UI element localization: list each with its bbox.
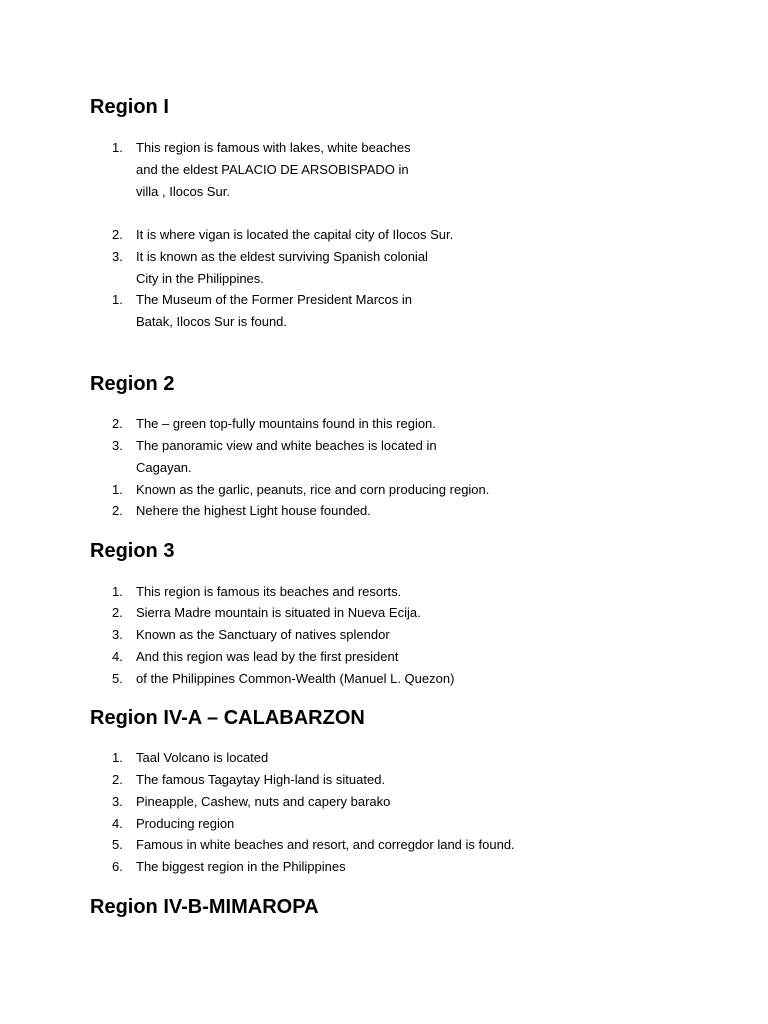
list-item-text: It is where vigan is located the capital city of Ilocos Sur.: [136, 227, 454, 242]
list-number: 2.: [112, 227, 123, 242]
list-item-text: Producing region: [136, 816, 235, 831]
list-number: 1.: [112, 140, 123, 155]
list-item-text: It is known as the eldest surviving Spanish colonial: [136, 249, 428, 264]
list-item-text: The – green top-fully mountains found in this region.: [136, 416, 436, 431]
list-item-text: This region is famous with lakes, white beaches: [136, 140, 411, 155]
list-item-text: The Museum of the Former President Marcos in: [136, 292, 412, 307]
list-number: 4.: [112, 816, 123, 831]
list-number: 1.: [112, 750, 123, 765]
list-item-text: This region is famous its beaches and resorts.: [136, 584, 402, 599]
list-item-text: Famous in white beaches and resort, and corregdor land is found.: [136, 837, 515, 852]
section-heading: Region 3: [90, 540, 175, 562]
section-heading: Region 2: [90, 373, 175, 395]
list-item-text: villa , Ilocos Sur.: [136, 184, 230, 199]
list-item-text: The biggest region in the Philippines: [136, 859, 346, 874]
list-number: 6.: [112, 859, 123, 874]
list-number: 2.: [112, 605, 123, 620]
list-item-text: Batak, Ilocos Sur is found.: [136, 314, 288, 329]
list-number: 5.: [112, 671, 123, 686]
list-number: 3.: [112, 249, 123, 264]
list-item-text: of the Philippines Common-Wealth (Manuel L. Quezon): [136, 671, 455, 686]
section-heading: Region IV-A – CALABARZON: [90, 707, 365, 729]
list-item-text: And this region was lead by the first president: [136, 649, 399, 664]
list-number: 2.: [112, 416, 123, 431]
list-number: 3.: [112, 794, 123, 809]
section-heading: Region I: [90, 96, 169, 118]
list-number: 1.: [112, 584, 123, 599]
list-number: 1.: [112, 482, 123, 497]
list-number: 2.: [112, 503, 123, 518]
section-heading: Region IV-B-MIMAROPA: [90, 896, 319, 918]
list-item-text: City in the Philippines.: [136, 271, 264, 286]
list-item-text: Known as the garlic, peanuts, rice and corn producing region.: [136, 482, 490, 497]
list-number: 3.: [112, 438, 123, 453]
list-item-text: Nehere the highest Light house founded.: [136, 503, 371, 518]
list-number: 5.: [112, 837, 123, 852]
list-item-text: The famous Tagaytay High-land is situated.: [136, 772, 386, 787]
list-item-text: Cagayan.: [136, 460, 192, 475]
list-number: 3.: [112, 627, 123, 642]
list-item-text: Taal Volcano is located: [136, 750, 269, 765]
list-item-text: Known as the Sanctuary of natives splendor: [136, 627, 390, 642]
list-number: 4.: [112, 649, 123, 664]
list-number: 1.: [112, 292, 123, 307]
list-item-text: The panoramic view and white beaches is located in: [136, 438, 437, 453]
list-item-text: Sierra Madre mountain is situated in Nueva Ecija.: [136, 605, 421, 620]
list-item-text: Pineapple, Cashew, nuts and capery barako: [136, 794, 391, 809]
list-number: 2.: [112, 772, 123, 787]
list-item-text: and the eldest PALACIO DE ARSOBISPADO in: [136, 162, 409, 177]
